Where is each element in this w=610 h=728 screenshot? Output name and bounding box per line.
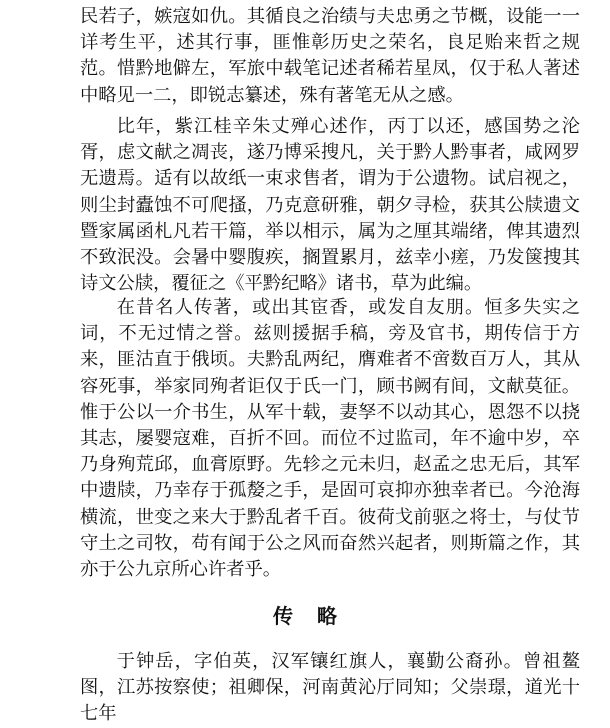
body-paragraph: 民若子，嫉寇如仇。其循良之治绩与夫忠勇之节概，设能一一详考生平，述其行事，匪惟彰历史之荣名，良足贻来哲之规范。惜黔地僻左，军旅中载笔记述者稀若星凤，仅于私人著述中略见一二，即锐志纂述，殊有著笔无从之感。 — [80, 6, 580, 106]
body-paragraph: 于钟岳，字伯英，汉军镶红旗人，襄勤公裔孙。曾祖鳌图，江苏按察使；祖卿保，河南黄沁厅同知；父崇璟，道光十七年 — [80, 651, 580, 725]
body-paragraph: 比年，紫江桂辛朱丈殚心述作，丙丁以还，感国势之沦胥，虑文献之凋丧，遂乃博采搜凡，关于黔人黔事者，咸网罗无遗焉。适有以故纸一束求售者，谓为于公遗物。试启视之，则尘封蠹蚀不可爬搔，乃克意研雅，朝夕寻检，获其公牍遗文暨家属函札凡若干篇，举以相示，属为之厘其端绪，俾其遗烈不致泯没。会暑中婴腹疾，搁置累月，兹幸小瘥，乃发箧捜其诗文公牍，覆征之《平黔纪略》诸书，草为此编。 — [80, 116, 580, 295]
body-paragraph: 在昔名人传著，或出其宦香，或发自友朋。恒多失实之词，不无过情之誉。兹则援据手稿，旁及官书，期传信于方来，匪沽直于俄顷。夫黔乱两纪，膺难者不啻数百万人，其从容死事，举家同殉者讵仅于氏一门，顾书阙有间，文献莫征。惟于公以一介书生，从军十载，妻孥不以动其心，恩怨不以挠其志，屡婴寇难，百折不回。而位不过监司，年不逾中岁，卒乃身殉荒邱，血膏原野。先轸之元未归，赵孟之忠无后，其军中遗牍，乃幸存于孤嫠之手，是固可哀抑亦独幸者已。今沧海横流，世变之来大于黔乱者千百。彼荷戈前驱之将士，与仗节守土之司牧，苟有闻于公之风而奋然兴起者，则斯篇之作，其亦于公九京所心许者乎。 — [80, 297, 580, 581]
section-heading: 传略 — [273, 604, 361, 628]
